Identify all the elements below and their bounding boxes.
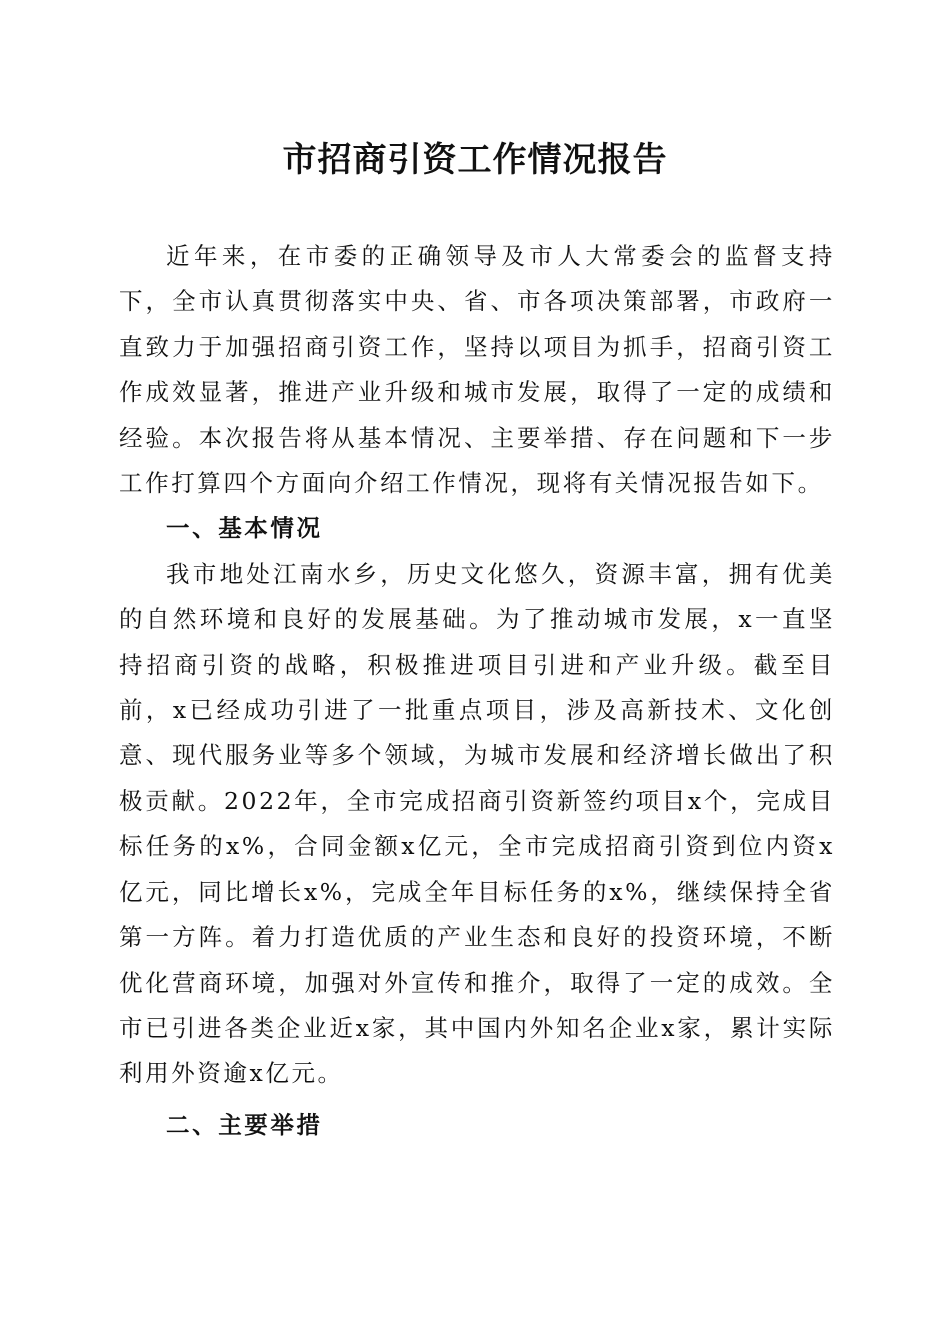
basic-situation-paragraph: 我市地处江南水乡，历史文化悠久，资源丰富，拥有优美的自然环境和良好的发展基础。为了推动城市发展，x一直坚持招商引资的战略，积极推进项目引进和产业升级。截至目前，x已经成功引进了一批重点项目，涉及高新技术、文化创意、现代服务业等多个领域，为城市发展和经济增长做出了积极贡献。2022年，全市完成招商引资新签约项目x个，完成目标任务的x%，合同金额x亿元，全市完成招商引资到位内资x亿元，同比增长x%，完成全年目标任务的x%，继续保持全省第一方阵。着力打造优质的产业生态和良好的投资环境，不断优化营商环境，加强对外宣传和推介，取得了一定的成效。全市已引进各类企业近x家，其中国内外知名企业x家，累计实际利用外资逾x亿元。 xyxy=(119,559,835,1088)
section-heading-basic-situation: 一、基本情况 xyxy=(166,514,323,543)
document-body xyxy=(119,234,835,1148)
section-heading-main-measures: 二、主要举措 xyxy=(166,1110,323,1139)
document-title: 市招商引资工作情况报告 xyxy=(282,140,668,180)
intro-paragraph: 近年来，在市委的正确领导及市人大常委会的监督支持下，全市认真贯彻落实中央、省、市各项决策部署，市政府一直致力于加强招商引资工作，坚持以项目为抓手，招商引资工作成效显著，推进产业升级和城市发展，取得了一定的成绩和经验。本次报告将从基本情况、主要举措、存在问题和下一步工作打算四个方面向介绍工作情况，现将有关情况报告如下。 xyxy=(119,242,835,498)
